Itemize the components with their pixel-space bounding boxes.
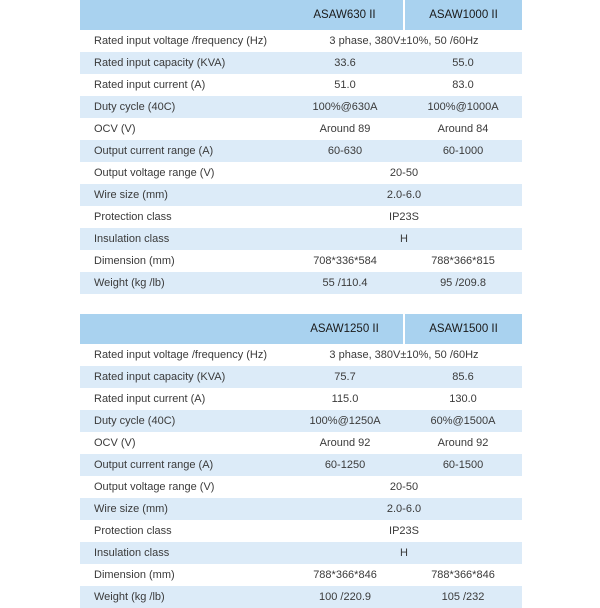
spec-label: Weight (kg /lb) xyxy=(80,272,286,294)
spec-label: Dimension (mm) xyxy=(94,569,175,581)
spec-label: Rated input current (A) xyxy=(94,79,206,91)
table-row xyxy=(80,272,522,294)
spec-label: OCV (V) xyxy=(94,437,136,449)
table-row xyxy=(80,542,522,564)
spec-value: 105 /232 xyxy=(404,586,522,608)
table-row xyxy=(80,454,522,476)
spec-value: 100%@630A xyxy=(286,96,404,118)
table-row xyxy=(80,30,522,52)
table-row xyxy=(80,476,522,498)
table-row xyxy=(80,498,522,520)
spec-label: Duty cycle (40C) xyxy=(80,410,286,432)
spec-value: 788*366*846 xyxy=(431,569,495,581)
spec-value: Around 89 xyxy=(319,123,371,135)
spec-label: OCV (V) xyxy=(94,123,136,135)
spec-label: Wire size (mm) xyxy=(80,498,286,520)
spec-label: Wire size (mm) xyxy=(80,184,286,206)
spec-label: Rated input capacity (KVA) xyxy=(80,366,286,388)
spec-value-shared: H xyxy=(286,542,522,564)
spec-value: 708*336*584 xyxy=(313,255,377,267)
table-row xyxy=(80,140,522,162)
table-row xyxy=(80,250,522,272)
table-row xyxy=(80,344,522,366)
spec-value: Around 92 xyxy=(319,437,371,449)
table-row xyxy=(80,410,522,432)
spec-value: 60%@1500A xyxy=(404,410,522,432)
spec-value: 55.0 xyxy=(404,52,522,74)
spec-value: 130.0 xyxy=(449,393,477,405)
spec-value: Around 84 xyxy=(437,123,489,135)
table-row xyxy=(80,432,522,454)
table-row xyxy=(80,520,522,542)
spec-label: Weight (kg /lb) xyxy=(80,586,286,608)
spec-value: 100%@1000A xyxy=(404,96,522,118)
spec-value: 95 /209.8 xyxy=(404,272,522,294)
table-row xyxy=(80,162,522,184)
table-row xyxy=(80,118,522,140)
table-row xyxy=(80,52,522,74)
table-row xyxy=(80,564,522,586)
spec-table-1 xyxy=(80,0,522,294)
spec-label: Insulation class xyxy=(80,228,286,250)
spec-label: Rated input current (A) xyxy=(94,393,206,405)
spec-value: Around 92 xyxy=(437,437,489,449)
spec-value-shared: 20-50 xyxy=(389,481,419,493)
spec-label: Output current range (A) xyxy=(80,140,286,162)
spec-label: Duty cycle (40C) xyxy=(80,96,286,118)
spec-value: 115.0 xyxy=(331,393,359,405)
model-name: ASAW1500 II xyxy=(404,314,522,344)
table-row xyxy=(80,388,522,410)
table-row xyxy=(80,184,522,206)
spec-label: Rated input voltage /frequency (Hz) xyxy=(94,35,268,47)
spec-value: 60-1250 xyxy=(286,454,404,476)
spec-value: 55 /110.4 xyxy=(286,272,404,294)
spec-value: 100%@1250A xyxy=(286,410,404,432)
spec-value: 85.6 xyxy=(404,366,522,388)
spec-label: Output voltage range (V) xyxy=(94,167,215,179)
header-blank-cell xyxy=(80,314,286,344)
model-name: ASAW630 II xyxy=(286,0,404,30)
spec-value-shared: 2.0-6.0 xyxy=(286,184,522,206)
table-row xyxy=(80,206,522,228)
spec-value-shared: 3 phase, 380V±10%, 50 /60Hz xyxy=(329,349,479,361)
spec-value: 60-1000 xyxy=(404,140,522,162)
table-row xyxy=(80,586,522,608)
spec-value: 60-630 xyxy=(286,140,404,162)
spec-value: 100 /220.9 xyxy=(286,586,404,608)
spec-value: 788*366*815 xyxy=(431,255,495,267)
spec-label: Rated input capacity (KVA) xyxy=(80,52,286,74)
table-row xyxy=(80,366,522,388)
spec-value-shared: 3 phase, 380V±10%, 50 /60Hz xyxy=(329,35,479,47)
table-header-row xyxy=(80,0,522,30)
spec-label: Dimension (mm) xyxy=(94,255,175,267)
header-blank-cell xyxy=(80,0,286,30)
table-row xyxy=(80,74,522,96)
spec-value: 60-1500 xyxy=(404,454,522,476)
model-name: ASAW1000 II xyxy=(404,0,522,30)
spec-value: 788*366*846 xyxy=(313,569,377,581)
spec-value: 51.0 xyxy=(334,79,356,91)
spec-label: Insulation class xyxy=(80,542,286,564)
spec-label: Protection class xyxy=(94,525,172,537)
spec-label: Output voltage range (V) xyxy=(94,481,215,493)
spec-table-2 xyxy=(80,314,522,608)
table-row xyxy=(80,228,522,250)
spec-value-shared: 20-50 xyxy=(389,167,419,179)
table-header-row xyxy=(80,314,522,344)
spec-value-shared: 2.0-6.0 xyxy=(286,498,522,520)
table-row xyxy=(80,96,522,118)
spec-value: 33.6 xyxy=(286,52,404,74)
spec-value: 83.0 xyxy=(452,79,474,91)
model-name: ASAW1250 II xyxy=(286,314,404,344)
spec-value-shared: IP23S xyxy=(389,211,419,223)
spec-label: Rated input voltage /frequency (Hz) xyxy=(94,349,268,361)
spec-value-shared: IP23S xyxy=(389,525,419,537)
spec-value: 75.7 xyxy=(286,366,404,388)
spec-value-shared: H xyxy=(286,228,522,250)
spec-label: Output current range (A) xyxy=(80,454,286,476)
spec-label: Protection class xyxy=(94,211,172,223)
